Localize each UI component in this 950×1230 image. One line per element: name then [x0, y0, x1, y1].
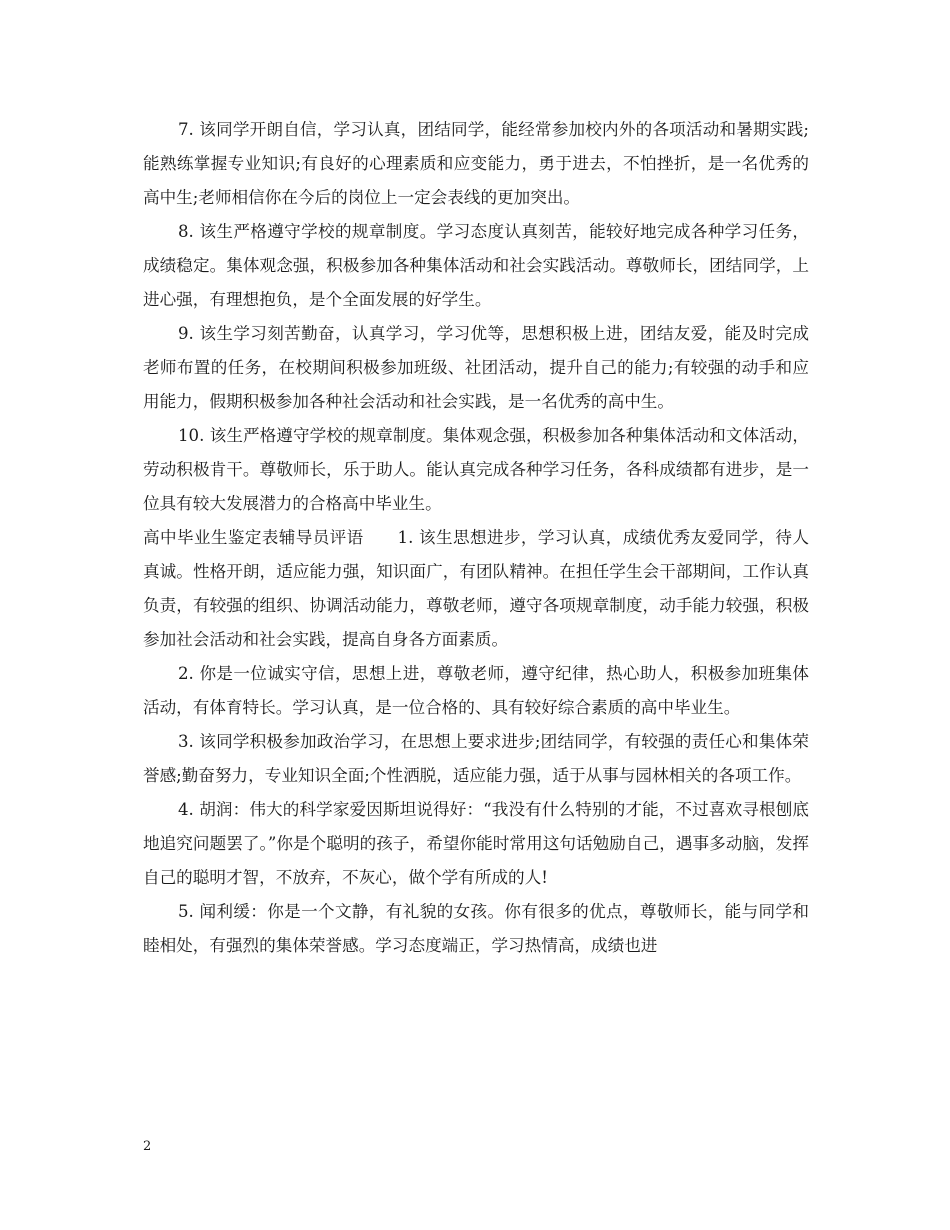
paragraph-item-2: 2. 你是一位诚实守信，思想上进，尊敬老师，遵守纪律，热心助人，积极参加班集体活动，有体育特长。学习认真，是一位合格的、具有较好综合素质的高中毕业生。	[143, 664, 809, 717]
paragraph-item-3: 3. 该同学积极参加政治学习，在思想上要求进步;团结同学，有较强的责任心和集体荣誉感;勤奋努力，专业知识全面;个性洒脱，适应能力强，适于从事与园林相关的各项工作。	[143, 732, 809, 785]
paragraph-item-7: 7. 该同学开朗自信，学习认真，团结同学，能经常参加校内外的各项活动和暑期实践;能熟练掌握专业知识;有良好的心理素质和应变能力，勇于进去，不怕挫折，是一名优秀的高中生;老师相信你在今后的岗位上一定会表线的更加突出。	[143, 120, 809, 207]
paragraph-item-9: 9. 该生学习刻苦勤奋，认真学习，学习优等，思想积极上进，团结友爱，能及时完成老师布置的任务，在校期间积极参加班级、社团活动，提升自己的能力;有较强的动手和应用能力，假期积极参加各种社会活动和社会实践，是一名优秀的高中生。	[143, 324, 809, 411]
document-body	[143, 113, 809, 963]
paragraph-item-4: 4. 胡润：伟大的科学家爱因斯坦说得好：“我没有什么特别的才能，不过喜欢寻根刨底地追究问题罢了。”你是个聪明的孩子，希望你能时常用这句话勉励自己，遇事多动脑，发挥自己的聪明才智，不放弃，不灰心，做个学有所成的人!	[143, 800, 809, 887]
paragraph-item-10: 10. 该生严格遵守学校的规章制度。集体观念强，积极参加各种集体活动和文体活动，劳动积极肯干。尊敬师长，乐于助人。能认真完成各种学习任务，各科成绩都有进步，是一位具有较大发展潜力的合格高中毕业生。	[143, 426, 809, 513]
paragraph-item-5: 5. 闻利缓：你是一个文静，有礼貌的女孩。你有很多的优点，尊敬师长，能与同学和睦相处，有强烈的集体荣誉感。学习态度端正，学习热情高，成绩也进	[143, 902, 809, 955]
paragraph-section-counselor-comments: 高中毕业生鉴定表辅导员评语 1. 该生思想进步，学习认真，成绩优秀友爱同学，待人真诚。性格开朗，适应能力强，知识面广，有团队精神。在担任学生会干部期间，工作认真负责，有较强的组织、协调活动能力，尊敬老师，遵守各项规章制度，动手能力较强，积极参加社会活动和社会实践，提高自身各方面素质。	[143, 528, 809, 649]
paragraph-item-8: 8. 该生严格遵守学校的规章制度。学习态度认真刻苦，能较好地完成各种学习任务，成绩稳定。集体观念强，积极参加各种集体活动和社会实践活动。尊敬师长，团结同学，上进心强，有理想抱负，是个全面发展的好学生。	[143, 222, 809, 309]
page-number: 2	[143, 1139, 152, 1154]
